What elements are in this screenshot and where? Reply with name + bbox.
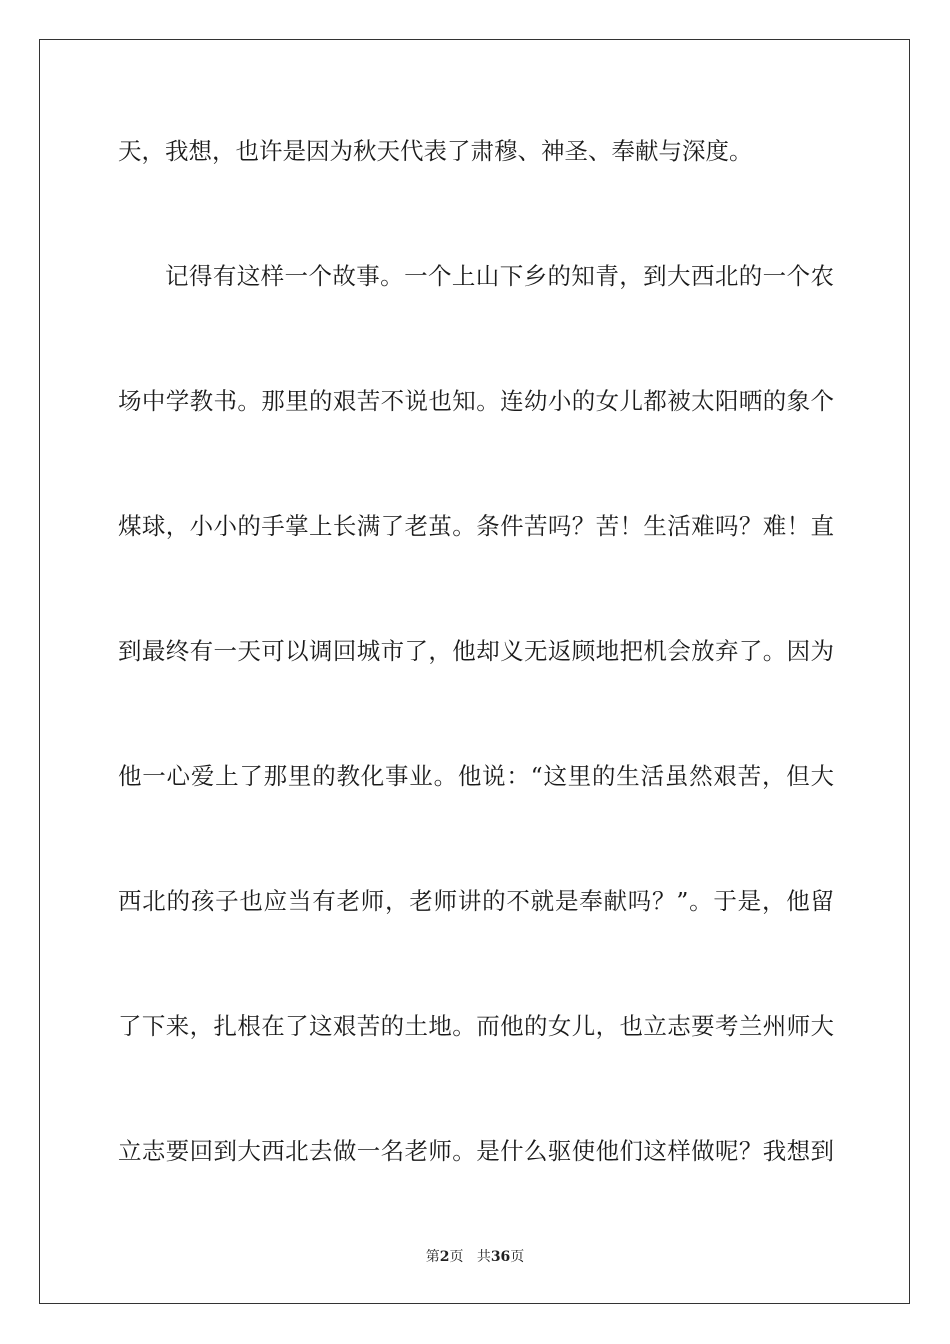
page-suffix: 页 <box>449 1249 464 1265</box>
text-line-2: 记得有这样一个故事。一个上山下乡的知青，到大西北的一个农 <box>165 262 834 290</box>
text-line-3: 场中学教书。那里的艰苦不说也知。连幼小的女儿都被太阳晒的象个 <box>118 387 834 415</box>
total-pages: 36 <box>490 1249 511 1265</box>
page-border <box>39 39 910 1304</box>
text-line-1: 天，我想，也许是因为秋天代表了肃穆、神圣、奉献与深度。 <box>118 137 753 165</box>
text-line-8: 了下来，扎根在了这艰苦的土地。而他的女儿，也立志要考兰州师大 <box>118 1012 834 1040</box>
text-line-9: 立志要回到大西北去做一名老师。是什么驱使他们这样做呢？我想到 <box>118 1137 834 1165</box>
total-prefix: 共 <box>476 1249 491 1265</box>
text-line-7: 西北的孩子也应当有老师，老师讲的不就是奉献吗？”。于是，他留 <box>118 887 834 915</box>
page-prefix: 第 <box>425 1249 440 1265</box>
page-number: 2 <box>439 1249 450 1265</box>
page-footer <box>0 1248 950 1266</box>
text-line-4: 煤球，小小的手掌上长满了老茧。条件苦吗？苦！生活难吗？难！直 <box>118 512 834 540</box>
text-line-5: 到最终有一天可以调回城市了，他却义无返顾地把机会放弃了。因为 <box>118 637 834 665</box>
text-line-6: 他一心爱上了那里的教化事业。他说：“这里的生活虽然艰苦，但大 <box>118 762 834 790</box>
total-suffix: 页 <box>510 1249 525 1265</box>
